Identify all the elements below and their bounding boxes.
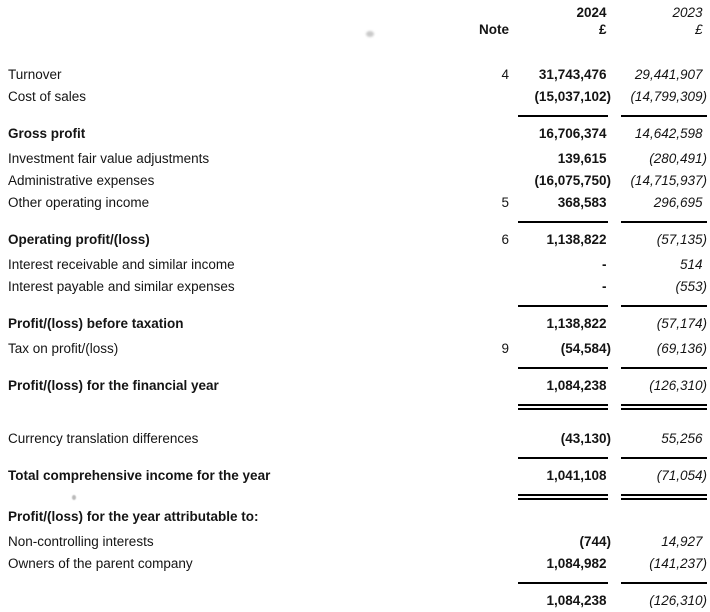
rule-segment-2023 xyxy=(621,404,707,410)
amount: (126,310) xyxy=(649,593,707,608)
row-label: Total comprehensive income for the year xyxy=(8,468,271,483)
row-label: Profit/(loss) before taxation xyxy=(8,316,184,331)
single-rule xyxy=(8,221,707,223)
row-value-2024 xyxy=(511,254,611,276)
statement-row xyxy=(8,254,707,276)
row-note: 9 xyxy=(501,341,509,356)
double-rule xyxy=(8,494,707,500)
rule-segment-2024 xyxy=(518,582,608,584)
statement-row xyxy=(8,375,707,397)
row-label: Owners of the parent company xyxy=(8,556,193,571)
row-value-2023 xyxy=(611,553,707,575)
amount: (280,491) xyxy=(649,151,707,166)
row-label: Operating profit/(loss) xyxy=(8,232,150,247)
statement-row xyxy=(8,276,707,298)
single-rule xyxy=(8,582,707,584)
year-2024-label: 2024 xyxy=(576,5,607,20)
rule-segment-2023 xyxy=(621,582,707,584)
statement-rows xyxy=(8,64,707,612)
amount: 1,041,108 xyxy=(546,468,607,483)
amount: (57,174) xyxy=(656,316,707,331)
row-value-2023 xyxy=(611,338,707,360)
row-value-2023 xyxy=(611,375,707,397)
statement-row xyxy=(8,170,707,192)
amount: 296,695 xyxy=(653,195,703,210)
row-label: Other operating income xyxy=(8,195,150,210)
amount: 14,927 xyxy=(661,534,703,549)
amount: (14,799,309) xyxy=(630,89,707,104)
rule-segment-2023 xyxy=(621,305,707,307)
row-value-2023 xyxy=(611,313,707,335)
currency-2024-header xyxy=(511,21,611,38)
statement-row xyxy=(8,313,707,335)
rule-segment-2023 xyxy=(621,221,707,223)
amount: - xyxy=(602,279,607,294)
row-value-2024 xyxy=(511,86,611,108)
note-column-header: Note xyxy=(479,22,509,37)
statement-row xyxy=(8,531,707,553)
amount: (43,130) xyxy=(560,431,611,446)
statement-row xyxy=(8,229,707,251)
statement-row xyxy=(8,465,707,487)
row-value-2023 xyxy=(611,170,707,192)
row-value-2024 xyxy=(511,170,611,192)
double-rule xyxy=(8,404,707,410)
amount: (126,310) xyxy=(649,378,707,393)
row-value-2023 xyxy=(611,86,707,108)
row-label: Gross profit xyxy=(8,126,86,141)
row-value-2024 xyxy=(511,148,611,170)
row-value-2024 xyxy=(511,192,611,214)
rule-segment-2024 xyxy=(518,457,608,459)
row-value-2024 xyxy=(511,276,611,298)
rule-segment-2023 xyxy=(621,115,707,117)
row-label: Currency translation differences xyxy=(8,431,199,446)
amount: - xyxy=(602,257,607,272)
table-header-units xyxy=(8,21,707,38)
row-value-2023 xyxy=(611,465,707,487)
row-value-2024 xyxy=(511,428,611,450)
currency-2024-label: £ xyxy=(598,22,607,37)
row-value-2024 xyxy=(511,229,611,251)
amount: (69,136) xyxy=(656,341,707,356)
row-label: Non-controlling interests xyxy=(8,534,154,549)
amount: 1,138,822 xyxy=(546,316,607,331)
amount: (16,075,750) xyxy=(534,173,611,188)
row-value-2024 xyxy=(511,465,611,487)
row-value-2023 xyxy=(611,531,707,553)
row-label: Turnover xyxy=(8,67,62,82)
rule-segment-2023 xyxy=(621,494,707,500)
blank-line xyxy=(8,416,707,428)
statement-row xyxy=(8,553,707,575)
amount: 55,256 xyxy=(661,431,703,446)
scan-artifact xyxy=(366,31,374,37)
amount: 368,583 xyxy=(557,195,607,210)
row-value-2024 xyxy=(511,123,611,145)
amount: 14,642,598 xyxy=(634,126,703,141)
currency-2023-header xyxy=(611,21,707,38)
amount: 1,138,822 xyxy=(546,232,607,247)
amount: (54,584) xyxy=(560,341,611,356)
amount: 1,084,982 xyxy=(546,556,607,571)
amount: 1,084,238 xyxy=(546,593,607,608)
amount: (71,054) xyxy=(656,468,707,483)
row-value-2024 xyxy=(511,64,611,86)
currency-2023-label: £ xyxy=(694,22,703,37)
row-value-2023 xyxy=(611,192,707,214)
row-value-2023 xyxy=(611,229,707,251)
amount: (553) xyxy=(675,279,707,294)
table-header-years xyxy=(8,4,707,21)
amount: (744) xyxy=(579,534,611,549)
amount: (141,237) xyxy=(649,556,707,571)
row-value-2023 xyxy=(611,148,707,170)
single-rule xyxy=(8,457,707,459)
row-value-2023 xyxy=(611,64,707,86)
row-value-2024 xyxy=(511,375,611,397)
statement-row xyxy=(8,123,707,145)
row-label: Administrative expenses xyxy=(8,173,155,188)
row-label: Cost of sales xyxy=(8,89,87,104)
single-rule xyxy=(8,367,707,369)
row-value-2023 xyxy=(611,254,707,276)
row-label: Profit/(loss) for the year attributable to: xyxy=(8,509,259,524)
amount: (14,715,937) xyxy=(630,173,707,188)
amount: 514 xyxy=(679,257,703,272)
row-value-2024 xyxy=(511,338,611,360)
row-note: 4 xyxy=(501,67,509,82)
amount: (15,037,102) xyxy=(534,89,611,104)
row-label: Interest receivable and similar income xyxy=(8,257,235,272)
statement-row xyxy=(8,506,707,528)
row-value-2023 xyxy=(611,428,707,450)
rule-segment-2024 xyxy=(518,494,608,500)
rule-segment-2024 xyxy=(518,305,608,307)
row-value-2023 xyxy=(611,276,707,298)
rule-segment-2023 xyxy=(621,367,707,369)
amount: 1,084,238 xyxy=(546,378,607,393)
scan-artifact xyxy=(72,495,76,500)
amount: 29,441,907 xyxy=(634,67,703,82)
row-label: Interest payable and similar expenses xyxy=(8,279,235,294)
year-2024-header xyxy=(511,4,611,21)
row-label: Profit/(loss) for the financial year xyxy=(8,378,219,393)
rule-segment-2024 xyxy=(518,115,608,117)
single-rule xyxy=(8,115,707,117)
rule-segment-2023 xyxy=(621,457,707,459)
year-2023-label: 2023 xyxy=(672,5,703,20)
row-value-2024 xyxy=(511,313,611,335)
year-2023-header xyxy=(611,4,707,21)
row-label: Investment fair value adjustments xyxy=(8,151,210,166)
amount: 31,743,476 xyxy=(538,67,607,82)
amount: (57,135) xyxy=(656,232,707,247)
row-value-2024 xyxy=(511,531,611,553)
amount: 16,706,374 xyxy=(538,126,607,141)
row-value-2023 xyxy=(611,123,707,145)
row-note: 6 xyxy=(501,232,509,247)
statement-row xyxy=(8,192,707,214)
rule-segment-2024 xyxy=(518,404,608,410)
row-label: Tax on profit/(loss) xyxy=(8,341,119,356)
statement-row xyxy=(8,86,707,108)
statement-row xyxy=(8,338,707,360)
rule-segment-2024 xyxy=(518,221,608,223)
amount: 139,615 xyxy=(557,151,607,166)
rule-segment-2024 xyxy=(518,367,608,369)
statement-row xyxy=(8,148,707,170)
row-note: 5 xyxy=(501,195,509,210)
row-value-2024 xyxy=(511,553,611,575)
statement-row xyxy=(8,64,707,86)
single-rule xyxy=(8,305,707,307)
statement-row xyxy=(8,428,707,450)
